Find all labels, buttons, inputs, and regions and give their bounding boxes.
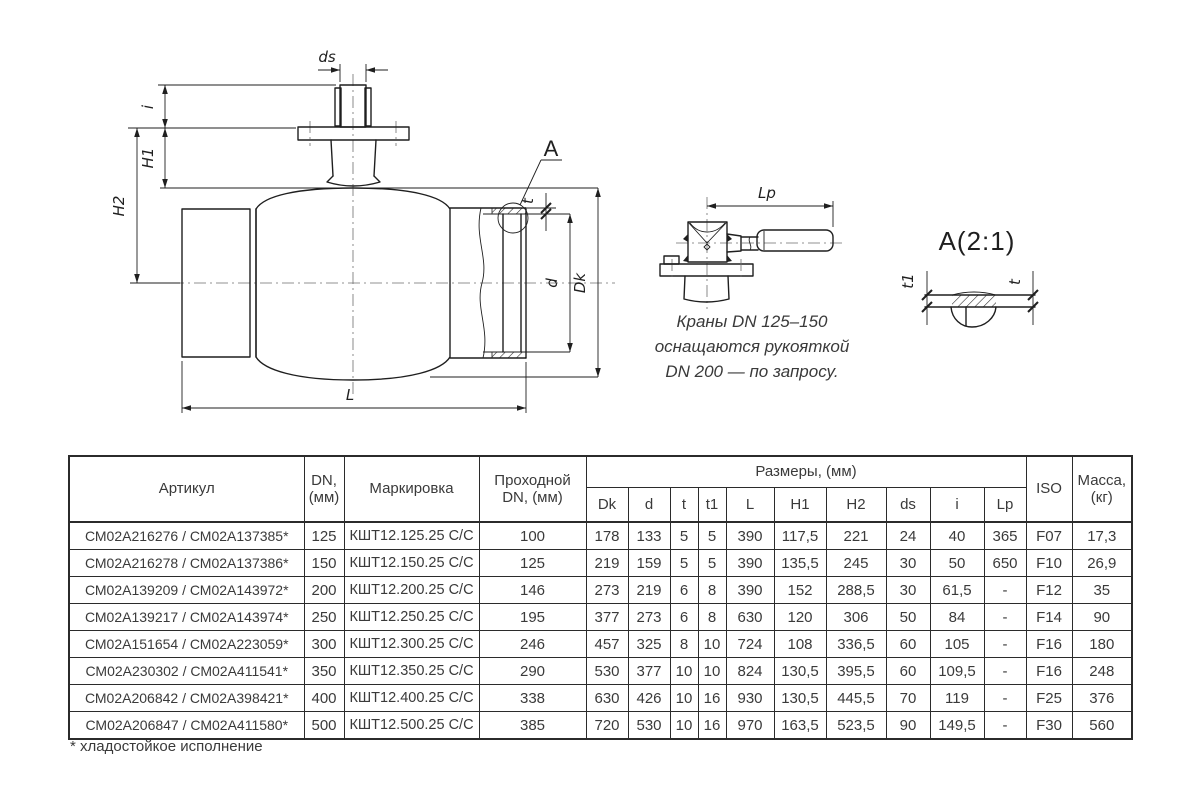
handle-view — [660, 184, 842, 309]
table-cell: F10 — [1026, 550, 1072, 577]
table-cell: 390 — [726, 550, 774, 577]
col-header-sizes-group: Размеры, (мм) — [586, 456, 1026, 488]
dimension-l — [182, 386, 526, 411]
table-cell: F12 — [1026, 577, 1072, 604]
table-cell: 219 — [586, 550, 628, 577]
table-cell: 24 — [886, 522, 930, 550]
main-view — [110, 48, 615, 413]
table-cell: 133 — [628, 522, 670, 550]
table-cell: 426 — [628, 685, 670, 712]
col-header-size-ds: ds — [886, 488, 930, 523]
note-line-1: Краны DN 125–150 — [676, 312, 828, 331]
handle-valve-head — [683, 222, 732, 262]
table-cell: СМ02А139217 / СМ02А143974* — [69, 604, 304, 631]
table-cell: 125 — [479, 550, 586, 577]
table-cell: 325 — [628, 631, 670, 658]
table-cell: 250 — [304, 604, 344, 631]
dim-label-ds: ds — [318, 48, 336, 66]
weld-hatch-bottom — [492, 352, 526, 358]
table-cell: 200 — [304, 577, 344, 604]
table-cell: КШТ12.150.25 С/С — [344, 550, 479, 577]
table-cell: F14 — [1026, 604, 1072, 631]
table-cell: 10 — [670, 712, 698, 740]
col-header-bore-line1: Проходной — [494, 471, 571, 489]
col-header-iso: ISO — [1026, 456, 1072, 522]
table-cell: 16 — [698, 685, 726, 712]
dim-label-lp: Lp — [758, 184, 776, 202]
spec-table-container — [68, 455, 1133, 740]
table-cell: СМ02А216276 / СМ02А137385* — [69, 522, 304, 550]
table-cell: КШТ12.250.25 С/С — [344, 604, 479, 631]
table-row — [69, 658, 1132, 685]
dim-label-h2: H2 — [110, 195, 128, 217]
table-cell: 530 — [628, 712, 670, 740]
table-cell: 385 — [479, 712, 586, 740]
table-cell: 630 — [726, 604, 774, 631]
col-header-bore — [479, 456, 586, 522]
table-cell: 8 — [670, 631, 698, 658]
table-body — [69, 522, 1132, 739]
col-header-size-d: d — [628, 488, 670, 523]
table-cell: 338 — [479, 685, 586, 712]
table-cell: 390 — [726, 522, 774, 550]
table-row — [69, 712, 1132, 740]
dim-label-l: L — [345, 386, 355, 404]
table-cell: 724 — [726, 631, 774, 658]
col-header-size-dk: Dk — [586, 488, 628, 523]
centerlines — [150, 74, 615, 396]
table-cell: 30 — [886, 577, 930, 604]
dim-label-h1: H1 — [139, 147, 157, 169]
table-cell: 163,5 — [774, 712, 826, 740]
handle-flange-pipe — [660, 256, 753, 302]
table-cell: 16 — [698, 712, 726, 740]
detail-callout-a — [498, 136, 562, 233]
detail-view — [899, 226, 1038, 327]
table-cell: 130,5 — [774, 658, 826, 685]
table-cell: СМ02А230302 / СМ02А411541* — [69, 658, 304, 685]
table-cell: 288,5 — [826, 577, 886, 604]
table-cell: 650 — [984, 550, 1026, 577]
table-cell: 560 — [1072, 712, 1132, 740]
dim-label-dk: Dk — [571, 272, 589, 294]
table-row — [69, 631, 1132, 658]
spec-table — [68, 455, 1133, 740]
table-cell: 30 — [886, 550, 930, 577]
dim-label-i: i — [139, 104, 157, 110]
table-cell: 290 — [479, 658, 586, 685]
table-cell: 630 — [586, 685, 628, 712]
col-header-size-h2: H2 — [826, 488, 886, 523]
table-cell: 300 — [304, 631, 344, 658]
table-row — [69, 550, 1132, 577]
table-cell: 523,5 — [826, 712, 886, 740]
table-cell: 245 — [826, 550, 886, 577]
table-cell: КШТ12.200.25 С/С — [344, 577, 479, 604]
dimension-t1-detail — [899, 271, 932, 325]
table-cell: 180 — [1072, 631, 1132, 658]
dimension-h2 — [110, 128, 140, 283]
table-cell: 8 — [698, 577, 726, 604]
table-cell: 60 — [886, 658, 930, 685]
table-cell: - — [984, 658, 1026, 685]
col-header-size-t: t — [670, 488, 698, 523]
table-cell: 248 — [1072, 658, 1132, 685]
table-cell: 26,9 — [1072, 550, 1132, 577]
table-cell: 109,5 — [930, 658, 984, 685]
table-cell: - — [984, 604, 1026, 631]
col-header-size-lp: Lp — [984, 488, 1026, 523]
table-cell: 376 — [1072, 685, 1132, 712]
table-cell: - — [984, 577, 1026, 604]
table-row — [69, 522, 1132, 550]
note-line-2: оснащаются рукояткой — [654, 337, 850, 356]
table-cell: 395,5 — [826, 658, 886, 685]
weld-hatch-top — [492, 208, 526, 214]
table-cell: СМ02А216278 / СМ02А137386* — [69, 550, 304, 577]
table-cell: F07 — [1026, 522, 1072, 550]
dimension-ds — [318, 48, 388, 73]
table-cell: 159 — [628, 550, 670, 577]
dimension-lp — [707, 184, 833, 227]
table-cell: 8 — [698, 604, 726, 631]
table-cell: 90 — [886, 712, 930, 740]
table-cell: 135,5 — [774, 550, 826, 577]
table-cell: 50 — [930, 550, 984, 577]
table-cell: 152 — [774, 577, 826, 604]
table-cell: - — [984, 685, 1026, 712]
dimension-dk — [571, 188, 601, 377]
table-cell: 306 — [826, 604, 886, 631]
table-cell: 150 — [304, 550, 344, 577]
col-header-mass-line2: (кг) — [1090, 489, 1113, 506]
col-header-bore-line2: DN, (мм) — [502, 489, 563, 506]
col-header-size-i: i — [930, 488, 984, 523]
table-cell: 120 — [774, 604, 826, 631]
col-header-artikul: Артикул — [69, 456, 304, 522]
table-cell: 970 — [726, 712, 774, 740]
table-cell: 10 — [698, 658, 726, 685]
table-cell: КШТ12.350.25 С/С — [344, 658, 479, 685]
dimension-i — [139, 85, 168, 128]
detail-weld-hatch — [952, 295, 996, 307]
note-line-3: DN 200 — по запросу. — [665, 362, 839, 381]
table-cell: 90 — [1072, 604, 1132, 631]
table-cell: 365 — [984, 522, 1026, 550]
col-header-mass — [1072, 456, 1132, 522]
table-cell: КШТ12.300.25 С/С — [344, 631, 479, 658]
table-cell: 130,5 — [774, 685, 826, 712]
table-cell: 219 — [628, 577, 670, 604]
table-cell: 273 — [628, 604, 670, 631]
stem-assembly — [298, 85, 409, 186]
dimension-t-detail — [1006, 271, 1038, 325]
handle-lever — [727, 230, 833, 252]
table-cell: 273 — [586, 577, 628, 604]
table-cell: 119 — [930, 685, 984, 712]
dim-label-t1-detail: t1 — [899, 273, 917, 289]
table-cell: 35 — [1072, 577, 1132, 604]
table-row — [69, 604, 1132, 631]
dimension-h1 — [139, 128, 168, 188]
extension-lines — [128, 64, 598, 413]
table-cell: 720 — [586, 712, 628, 740]
table-cell: 246 — [479, 631, 586, 658]
col-header-dn-line1: DN, — [311, 471, 337, 489]
table-cell: 84 — [930, 604, 984, 631]
table-cell: F16 — [1026, 658, 1072, 685]
table-cell: 149,5 — [930, 712, 984, 740]
col-header-marking: Маркировка — [344, 456, 479, 522]
col-header-mass-line1: Масса, — [1077, 471, 1127, 489]
table-cell: - — [984, 631, 1026, 658]
col-header-size-t1: t1 — [698, 488, 726, 523]
table-cell: 61,5 — [930, 577, 984, 604]
col-header-dn — [304, 456, 344, 522]
table-row — [69, 685, 1132, 712]
table-cell: 10 — [670, 685, 698, 712]
dim-label-d: d — [543, 278, 561, 288]
table-cell: 930 — [726, 685, 774, 712]
table-cell: 5 — [698, 522, 726, 550]
table-cell: 530 — [586, 658, 628, 685]
table-cell: СМ02А206842 / СМ02А398421* — [69, 685, 304, 712]
footnote: * хладостойкое исполнение — [70, 738, 263, 755]
table-cell: F30 — [1026, 712, 1072, 740]
table-cell: 6 — [670, 604, 698, 631]
table-cell: 10 — [670, 658, 698, 685]
table-cell: СМ02А151654 / СМ02А223059* — [69, 631, 304, 658]
detail-view-title: A(2:1) — [938, 226, 1016, 256]
table-cell: 6 — [670, 577, 698, 604]
table-cell: 178 — [586, 522, 628, 550]
table-cell: 195 — [479, 604, 586, 631]
dim-label-t: t — [519, 198, 537, 204]
table-cell: 221 — [826, 522, 886, 550]
table-cell: КШТ12.125.25 С/С — [344, 522, 479, 550]
table-cell: 70 — [886, 685, 930, 712]
table-cell: F25 — [1026, 685, 1072, 712]
table-cell: 146 — [479, 577, 586, 604]
table-cell: F16 — [1026, 631, 1072, 658]
col-header-size-h1: H1 — [774, 488, 826, 523]
table-cell: - — [984, 712, 1026, 740]
table-cell: 50 — [886, 604, 930, 631]
table-cell: 824 — [726, 658, 774, 685]
table-cell: 125 — [304, 522, 344, 550]
col-header-size-l: L — [726, 488, 774, 523]
handle-note — [655, 312, 850, 381]
col-header-dn-line2: (мм) — [308, 489, 340, 506]
table-cell: 500 — [304, 712, 344, 740]
table-cell: 5 — [670, 522, 698, 550]
table-cell: 108 — [774, 631, 826, 658]
table-cell: 457 — [586, 631, 628, 658]
table-cell: 5 — [698, 550, 726, 577]
table-cell: 377 — [628, 658, 670, 685]
table-cell: 377 — [586, 604, 628, 631]
table-cell: 350 — [304, 658, 344, 685]
table-row — [69, 577, 1132, 604]
table-cell: СМ02А139209 / СМ02А143972* — [69, 577, 304, 604]
table-cell: СМ02А206847 / СМ02А411580* — [69, 712, 304, 740]
detail-marker-label: A — [543, 136, 559, 161]
table-cell: 100 — [479, 522, 586, 550]
table-cell: 390 — [726, 577, 774, 604]
table-cell: 445,5 — [826, 685, 886, 712]
table-cell: КШТ12.500.25 С/С — [344, 712, 479, 740]
dim-label-t-detail: t — [1006, 279, 1024, 285]
table-cell: 105 — [930, 631, 984, 658]
table-cell: 17,3 — [1072, 522, 1132, 550]
table-cell: 40 — [930, 522, 984, 550]
table-cell: 10 — [698, 631, 726, 658]
table-cell: 336,5 — [826, 631, 886, 658]
table-cell: 400 — [304, 685, 344, 712]
table-cell: 5 — [670, 550, 698, 577]
table-cell: КШТ12.400.25 С/С — [344, 685, 479, 712]
table-cell: 60 — [886, 631, 930, 658]
table-cell: 117,5 — [774, 522, 826, 550]
table-head — [69, 456, 1132, 522]
